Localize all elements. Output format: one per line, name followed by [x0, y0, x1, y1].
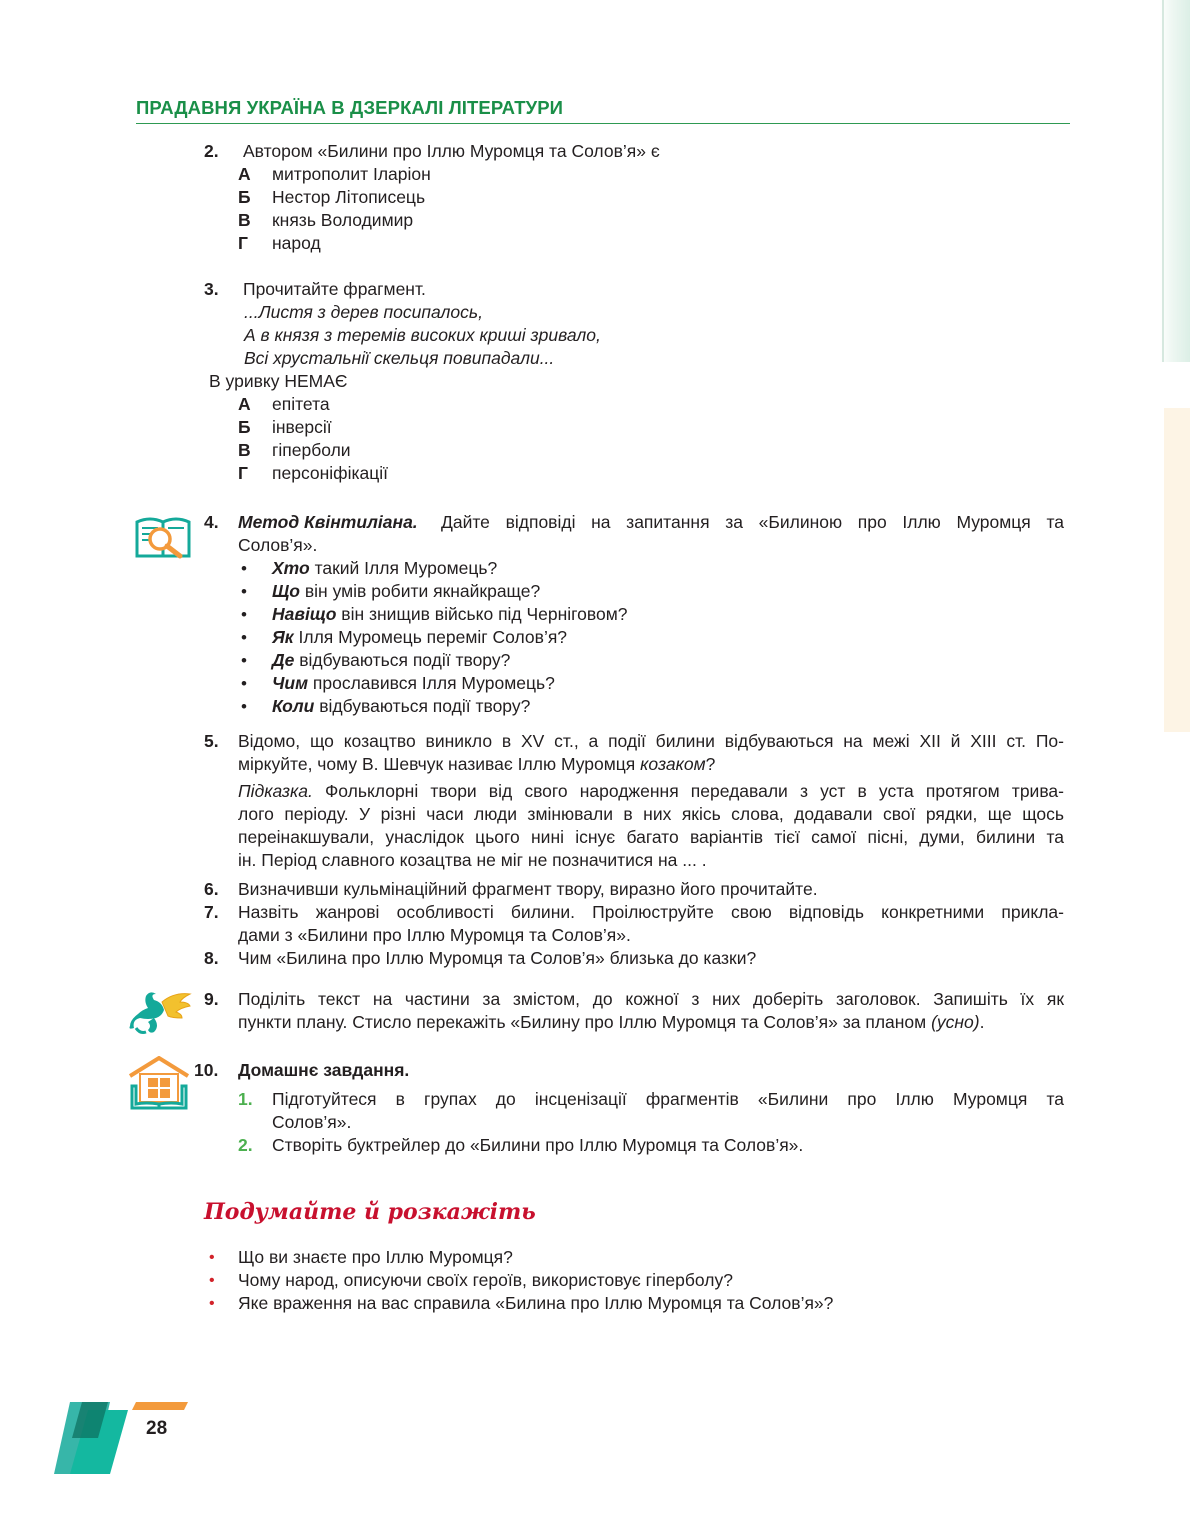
q2-option-text: митрополит Іларіон [272, 164, 431, 184]
discussion-item: Що ви знаєте про Іллю Муромця? [238, 1247, 513, 1267]
q2-option-text: народ [272, 233, 321, 253]
question-item: Навіщо він знищив військо під Черніговом? [272, 604, 628, 624]
q2-option-letter: А [238, 164, 251, 184]
red-bullet: • [209, 1295, 215, 1312]
hint-line4: ін. Період славного козацтва не міг не позначитися на ... . [238, 850, 707, 870]
poem-line: А в князя з теремів високих криші зривало, [244, 325, 601, 345]
q9-line1: Поділіть текст на частини за змістом, до кожної з них доберіть заголовок. Запишіть їх як [238, 989, 1064, 1009]
q5-number: 5. [204, 731, 219, 751]
discussion-item: Яке враження на вас справила «Билина про Іллю Муромця та Солов’я»? [238, 1293, 834, 1313]
q3-option-text: інверсії [272, 417, 332, 437]
q2-option-letter: Б [238, 187, 251, 207]
q2-option-text: Нестор Літописець [272, 187, 426, 207]
bullet: • [241, 605, 247, 624]
bullet: • [241, 582, 247, 601]
section-title: Подумайте й розкажіть [204, 1199, 536, 1225]
right-edge-line [1162, 0, 1164, 362]
q3-text: Прочитайте фрагмент. [243, 279, 426, 299]
q4-line1: Дайте відповіді на запитання за «Билиною про Іллю Муромця та [441, 512, 1064, 532]
q3-option-text: епітета [272, 394, 330, 414]
q3-option-letter: Г [238, 463, 248, 483]
question-item: Чим прославився Ілля Муромець? [272, 673, 555, 693]
bullet: • [241, 697, 247, 716]
house-book-icon [128, 1056, 190, 1112]
q3-number: 3. [204, 279, 219, 299]
chapter-header [136, 97, 1070, 124]
question-item: Як Ілля Муромець переміг Солов’я? [272, 627, 568, 647]
q4-lead: Метод Квінтиліана. [238, 512, 418, 532]
q6-number: 6. [204, 879, 219, 899]
bullet: • [241, 674, 247, 693]
question-item: Що він умів робити якнайкраще? [272, 581, 541, 601]
q3-option-letter: А [238, 394, 251, 414]
page-number: 28 [146, 1418, 168, 1439]
q10-number: 10. [194, 1060, 219, 1080]
q7-line2: дами з «Билини про Іллю Муромця та Солов’я». [238, 925, 631, 945]
q9-line2: пункти плану. Стисло перекажіть «Билину про Іллю Муромця та Солов’я» за планом (усно). [238, 1012, 985, 1032]
q2-option-letter: Г [238, 233, 248, 253]
q3-option-text: персоніфікації [272, 463, 389, 483]
q6-text: Визначивши кульмінаційний фрагмент твору, виразно його прочитайте. [238, 879, 818, 899]
question-item: Де відбуваються події твору? [272, 650, 511, 670]
homework-line1: Створіть буктрейлер до «Билини про Іллю Муромця та Солов’я». [272, 1135, 804, 1155]
q9-number: 9. [204, 989, 219, 1009]
page-corner-decoration [52, 1398, 192, 1478]
q2-text: Автором «Билини про Іллю Муромця та Солов’я» є [243, 141, 660, 161]
red-bullet: • [209, 1249, 215, 1266]
book-magnifier-icon [134, 512, 194, 560]
hint-label: Підказка. [238, 781, 313, 801]
q5-line2: міркуйте, чому В. Шевчук називає Іллю Муромця козаком? [238, 754, 716, 774]
q7-line1: Назвіть жанрові особливості билини. Проілюструйте свою відповідь конкретними прикла- [238, 902, 1064, 922]
q5-line1: Відомо, що козацтво виникло в XV ст., а події билини відбуваються на межі XII й XIII ст. По- [238, 731, 1064, 751]
q3-option-letter: В [238, 440, 251, 460]
hint-line1: Підказка. Фольклорні твори від свого народження передавали з уст в уста протягом трива- [238, 781, 1064, 801]
bullet: • [241, 559, 247, 578]
q3-option-letter: Б [238, 417, 251, 437]
right-edge-band [1164, 408, 1190, 732]
discussion-item: Чому народ, описуючи своїх героїв, використовує гіперболу? [238, 1270, 733, 1290]
red-bullet: • [209, 1272, 215, 1289]
question-item: Коли відбуваються події твору? [272, 696, 531, 716]
q2-option-letter: В [238, 210, 251, 230]
question-item: Хто такий Ілля Муромець? [272, 558, 498, 578]
bullet: • [241, 651, 247, 670]
homework-number: 2. [238, 1135, 253, 1155]
q7-number: 7. [204, 902, 219, 922]
q4-line2: Солов’я». [238, 535, 318, 555]
q8-number: 8. [204, 948, 219, 968]
poem-line: Всі хрустальнії скельця повипадали... [244, 348, 555, 368]
hint-line2: лого періоду. У різні часи люди змінювали в них якісь слова, додавали свої рядки, ще щось [238, 804, 1064, 824]
homework-line2: Солов’я». [272, 1112, 352, 1132]
bullet: • [241, 628, 247, 647]
pegasus-icon [126, 990, 192, 1036]
homework-number: 1. [238, 1089, 253, 1109]
right-edge-decoration [1160, 0, 1190, 362]
q2-option-text: князь Володимир [272, 210, 414, 230]
q3-prompt: В уривку НЕМАЄ [209, 371, 348, 391]
hint-line3: переінакшували, унаслідок цього нині існує багато варіантів тієї самої пісні, думи, билини та [238, 827, 1064, 847]
poem-line: ...Листя з дерев посипалось, [244, 302, 483, 322]
q3-option-text: гіперболи [272, 440, 351, 460]
q4-number: 4. [204, 512, 219, 532]
q8-text: Чим «Билина про Іллю Муромця та Солов’я» близька до казки? [238, 948, 757, 968]
q10-title: Домашнє завдання. [238, 1060, 410, 1080]
homework-line1: Підготуйтеся в групах до інсценізації фрагментів «Билини про Іллю Муромця та [272, 1089, 1064, 1109]
chapter-title: ПРАДАВНЯ УКРАЇНА В ДЗЕРКАЛІ ЛІТЕРАТУРИ [136, 97, 564, 118]
q2-number: 2. [204, 141, 219, 161]
